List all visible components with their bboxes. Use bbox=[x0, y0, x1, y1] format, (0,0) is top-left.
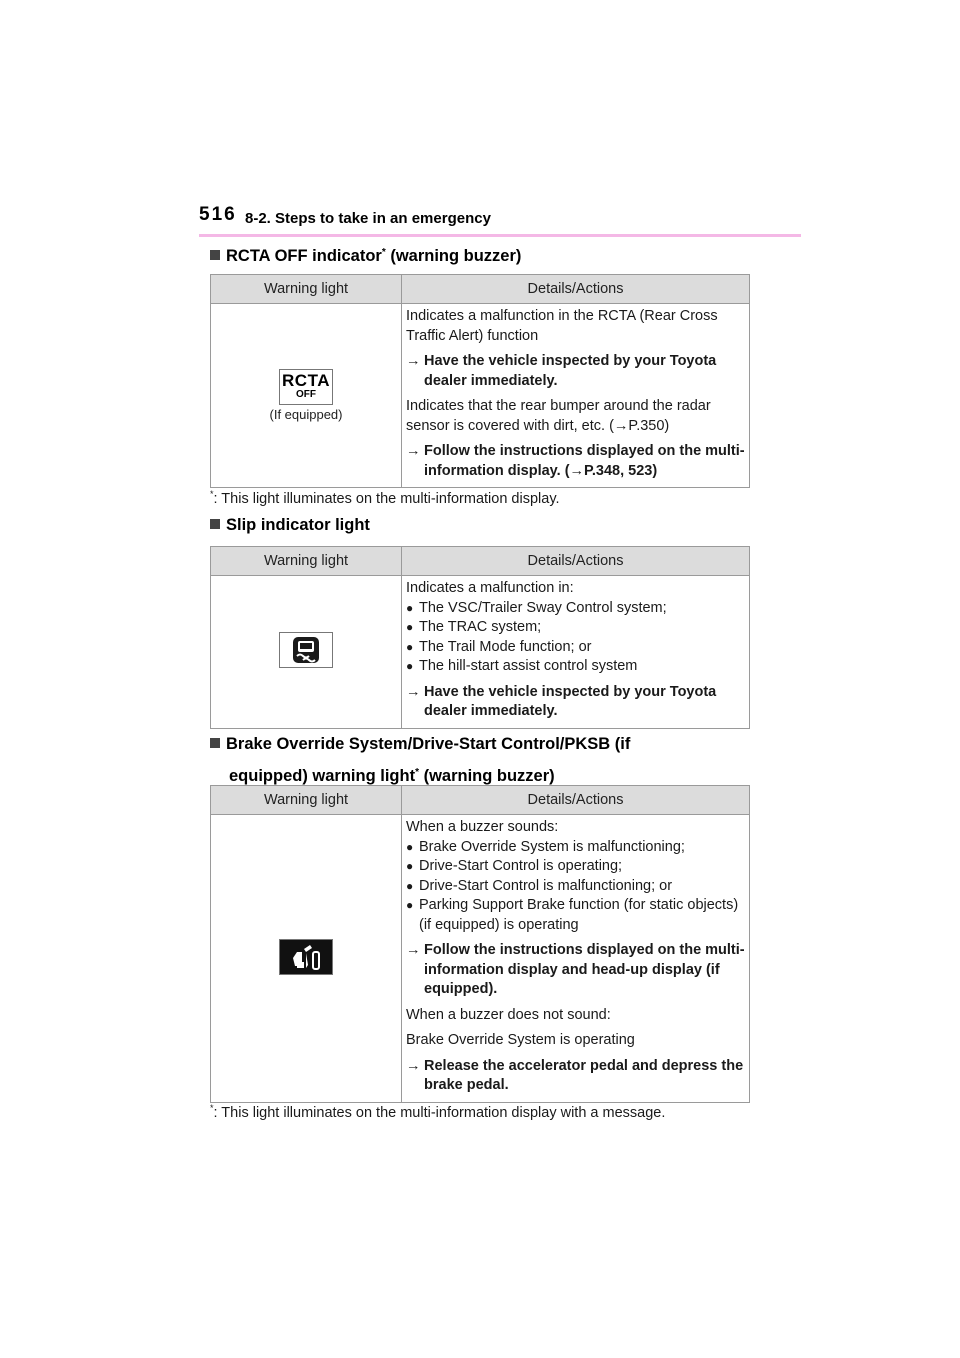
bullet-item: ● Drive-Start Control is malfunctioning; or bbox=[406, 877, 673, 894]
action-line: → Follow the instructions displayed on the multi-information display. (→P.348, 523) bbox=[406, 442, 745, 481]
bullet-item: ● The TRAC system; bbox=[406, 619, 542, 635]
detail-text: Indicates that the rear bumper around the radar sensor is covered with dirt, etc. (→P.350) bbox=[406, 398, 711, 434]
detail-text: Indicates a malfunction in the RCTA (Rear Cross Traffic Alert) function bbox=[406, 308, 718, 344]
page-number: 516 bbox=[199, 204, 237, 225]
detail-text: Indicates a malfunction in: bbox=[406, 580, 574, 596]
bullet-item: ● The hill-start assist control system bbox=[406, 658, 638, 674]
detail-text: When a buzzer sounds: bbox=[406, 819, 559, 835]
arrow-icon: → bbox=[406, 353, 421, 369]
bullet-item: ● The VSC/Trailer Sway Control system; bbox=[406, 599, 667, 616]
brake-override-table bbox=[210, 785, 750, 1103]
arrow-icon: → bbox=[406, 942, 421, 958]
details-cell bbox=[402, 576, 750, 729]
action-line: → Follow the instructions displayed on the multi-information display and head-up display (if equipped). bbox=[406, 941, 745, 1000]
col-header-details: Details/Actions bbox=[402, 275, 750, 304]
square-bullet-icon bbox=[210, 738, 220, 748]
col-header-warning-light: Warning light bbox=[211, 547, 402, 576]
col-header-warning-light: Warning light bbox=[211, 275, 402, 304]
warning-light-cell bbox=[211, 815, 402, 1103]
details-cell bbox=[402, 304, 750, 488]
bullet-item: ● Parking Support Brake function (for static objects) (if equipped) is operating bbox=[406, 897, 739, 933]
action-line: → Have the vehicle inspected by your Toyota dealer immediately. bbox=[406, 683, 745, 722]
section-heading-brake-override: Brake Override System/Drive-Start Control/PKSB (if equipped) warning light* (warning buzzer) bbox=[210, 734, 630, 786]
square-bullet-icon bbox=[210, 250, 220, 260]
footnote-brake-override: *: This light illuminates on the multi-information display with a message. bbox=[210, 1103, 666, 1121]
col-header-warning-light: Warning light bbox=[211, 786, 402, 815]
bullet-item: ● The Trail Mode function; or bbox=[406, 638, 592, 655]
chapter-title: 8-2. Steps to take in an emergency bbox=[245, 210, 491, 227]
page-header bbox=[199, 204, 801, 237]
brake-override-icon bbox=[279, 939, 333, 975]
detail-text: Brake Override System is operating bbox=[406, 1032, 635, 1048]
col-header-details: Details/Actions bbox=[402, 547, 750, 576]
section-heading-rcta: RCTA OFF indicator* (warning buzzer) bbox=[210, 243, 521, 266]
warning-light-cell bbox=[211, 576, 402, 729]
rcta-table bbox=[210, 274, 750, 488]
col-header-details: Details/Actions bbox=[402, 786, 750, 815]
details-cell bbox=[402, 815, 750, 1103]
footnote-rcta: *: This light illuminates on the multi-information display. bbox=[210, 489, 560, 507]
section-heading-slip: Slip indicator light bbox=[210, 515, 370, 535]
square-bullet-icon bbox=[210, 519, 220, 529]
detail-text: When a buzzer does not sound: bbox=[406, 1006, 611, 1023]
bullet-item: ● Drive-Start Control is operating; bbox=[406, 858, 623, 874]
slip-table bbox=[210, 546, 750, 729]
if-equipped-caption: (If equipped) bbox=[269, 407, 343, 422]
arrow-icon: → bbox=[406, 683, 421, 700]
rcta-off-icon: RCTA OFF bbox=[279, 369, 333, 405]
bullet-item: ● Brake Override System is malfunctioning; bbox=[406, 838, 685, 855]
arrow-icon: → bbox=[406, 443, 421, 459]
action-line: → Have the vehicle inspected by your Toyota dealer immediately. bbox=[406, 352, 745, 391]
warning-light-cell bbox=[211, 304, 402, 488]
action-line: → Release the accelerator pedal and depress the brake pedal. bbox=[406, 1057, 745, 1096]
slip-indicator-icon bbox=[279, 632, 333, 668]
arrow-icon: → bbox=[406, 1057, 421, 1074]
